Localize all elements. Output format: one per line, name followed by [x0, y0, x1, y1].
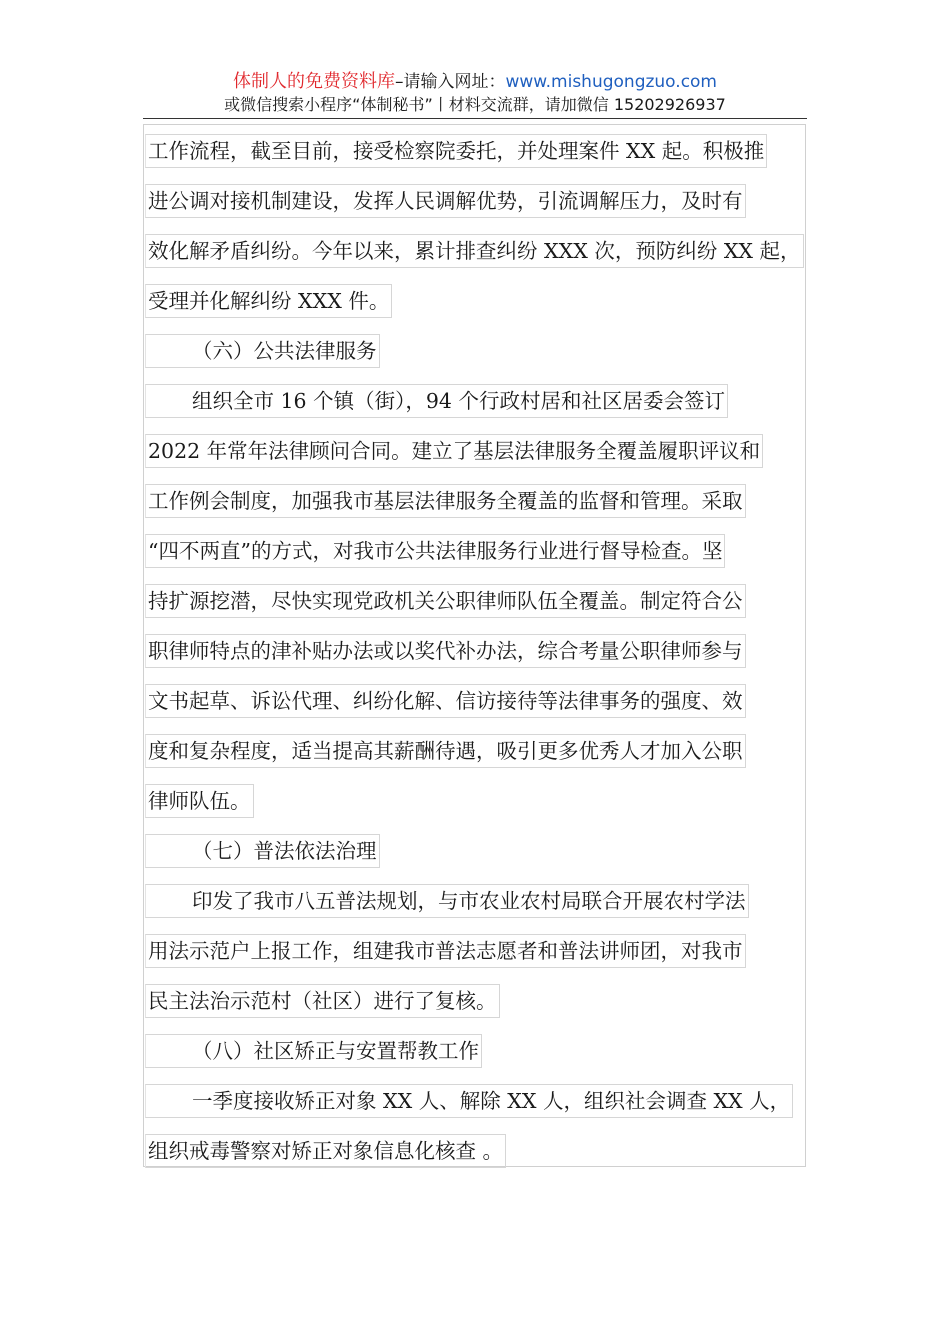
text-line: [145, 174, 825, 224]
header-line-1: [0, 70, 950, 94]
text-line: [145, 424, 825, 474]
text-line: [145, 874, 825, 924]
header-line-2: 或微信搜索小程序“体制秘书”丨材料交流群，请加微信 15202926937: [224, 95, 726, 114]
line-text: 组织戒毒警察对矫正对象信息化核查 。: [145, 1134, 506, 1168]
line-text: 度和复杂程度，适当提高其薪酬待遇，吸引更多优秀人才加入公职: [145, 734, 746, 768]
heading-text: （八）社区矫正与安置帮教工作: [145, 1034, 482, 1068]
line-text: 组织全市 16 个镇（街），94 个行政村居和社区居委会签订: [145, 384, 728, 418]
section-heading-6: [145, 324, 825, 374]
line-text: 工作流程，截至目前，接受检察院委托，并处理案件 XX 起。积极推: [145, 134, 767, 168]
line-text: 用法示范户上报工作，组建我市普法志愿者和普法讲师团，对我市: [145, 934, 746, 968]
text-line: [145, 1124, 825, 1174]
line-text: 职律师特点的津补贴办法或以奖代补办法，综合考量公职律师参与: [145, 634, 746, 668]
text-line: [145, 574, 825, 624]
text-line: [145, 774, 825, 824]
text-line: [145, 374, 825, 424]
text-line: [145, 924, 825, 974]
site-header: [0, 70, 950, 116]
document-body: [145, 124, 825, 1174]
text-line: [145, 724, 825, 774]
line-text: 民主法治示范村（社区）进行了复核。: [145, 984, 500, 1018]
header-divider: [143, 118, 807, 119]
line-text: 印发了我市八五普法规划，与市农业农村局联合开展农村学法: [145, 884, 749, 918]
text-line: [145, 474, 825, 524]
line-text: 工作例会制度，加强我市基层法律服务全覆盖的监督和管理。采取: [145, 484, 746, 518]
line-text: 持扩源挖潜，尽快实现党政机关公职律师队伍全覆盖。制定符合公: [145, 584, 746, 618]
text-line: [145, 1074, 825, 1124]
line-text: 受理并化解纠纷 XXX 件。: [145, 284, 392, 318]
text-line: [145, 124, 825, 174]
line-text: 2022 年常年法律顾问合同。建立了基层法律服务全覆盖履职评议和: [145, 434, 763, 468]
text-line: [145, 224, 825, 274]
text-line: [145, 674, 825, 724]
line-text: 一季度接收矫正对象 XX 人、解除 XX 人，组织社会调查 XX 人，: [145, 1084, 793, 1118]
text-line: [145, 274, 825, 324]
heading-text: （六）公共法律服务: [145, 334, 380, 368]
section-heading-8: [145, 1024, 825, 1074]
brand-title: 体制人的免费资料库: [232, 71, 395, 92]
section-heading-7: [145, 824, 825, 874]
site-url-link[interactable]: www.mishugongzuo.com: [505, 72, 717, 92]
url-prompt: –请输入网址：: [394, 72, 506, 92]
text-line: [145, 624, 825, 674]
line-text: 进公调对接机制建设，发挥人民调解优势，引流调解压力，及时有: [145, 184, 746, 218]
text-line: [145, 524, 825, 574]
line-text: 律师队伍。: [145, 784, 254, 818]
line-text: “四不两直”的方式，对我市公共法律服务行业进行督导检查。坚: [145, 534, 725, 568]
text-line: [145, 974, 825, 1024]
line-text: 文书起草、诉讼代理、纠纷化解、信访接待等法律事务的强度、效: [145, 684, 746, 718]
heading-text: （七）普法依法治理: [145, 834, 380, 868]
line-text: 效化解矛盾纠纷。今年以来，累计排查纠纷 XXX 次，预防纠纷 XX 起，: [145, 234, 804, 268]
